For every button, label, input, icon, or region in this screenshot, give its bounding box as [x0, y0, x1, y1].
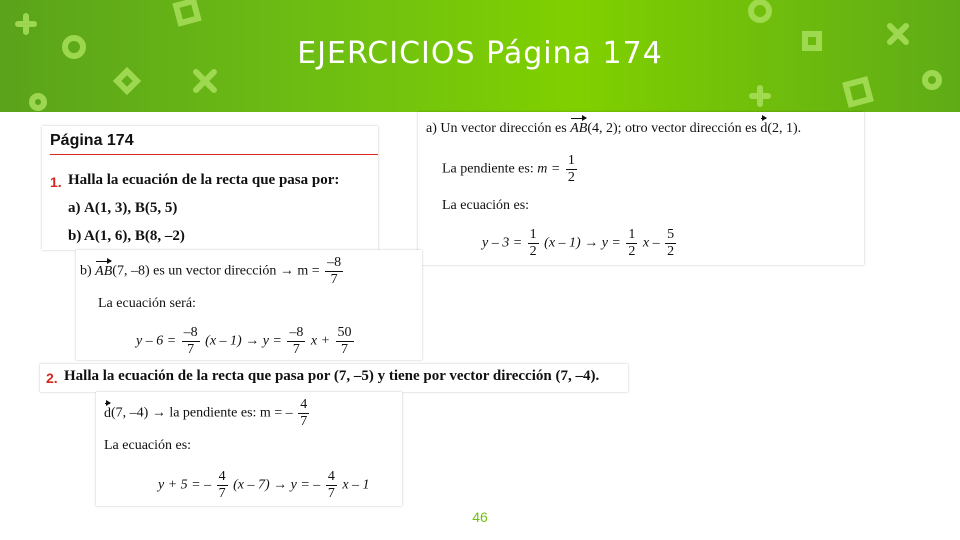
equation-part: (x – 1) → y = — [544, 235, 621, 251]
diamond-shape-icon — [117, 71, 137, 91]
square-shape-icon — [176, 1, 198, 23]
solution-b-text: (7, –8) es un vector dirección → m = — [112, 263, 320, 279]
numerator: 1 — [628, 227, 636, 242]
equation-part: x – — [642, 235, 660, 251]
equation-label: La ecuación es: — [442, 198, 530, 213]
exercise2-statement-card — [40, 364, 628, 392]
exercise1-statement-card — [42, 126, 378, 250]
numerator: 5 — [667, 227, 675, 242]
equation-row — [136, 326, 356, 357]
fraction — [298, 398, 309, 429]
vector-d: d — [760, 121, 768, 136]
solution-ex2-text: (7, –4) → la pendiente es: m = – — [111, 405, 293, 421]
denominator: 2 — [529, 244, 537, 259]
fraction — [528, 228, 539, 259]
equation-part: x – 1 — [342, 477, 370, 493]
slide-title: EJERCICIOS Página 174 — [297, 36, 663, 71]
circle-shape-icon — [925, 73, 939, 87]
equation-label: La ecuación será: — [98, 296, 196, 311]
denominator: 7 — [330, 272, 338, 287]
solution-a-text: (4, 2); otro vector dirección es — [587, 121, 757, 136]
solution-a-text: a) Un vector dirección es — [426, 121, 567, 136]
equation-part: (x – 7) → y = – — [233, 477, 321, 493]
denominator: 7 — [292, 342, 300, 357]
denominator: 7 — [187, 342, 195, 357]
title-banner — [0, 0, 960, 112]
denominator: 2 — [567, 170, 575, 185]
fraction — [665, 228, 676, 259]
fraction — [326, 470, 337, 501]
equation-row — [482, 228, 678, 259]
numerator: 4 — [300, 397, 308, 412]
equation-part: x + — [310, 333, 331, 349]
vector-ab: AB — [95, 263, 113, 279]
exercise2-text: Halla la ecuación de la recta que pasa por (7, –5) y tiene por vector dirección (7, –4). — [64, 368, 600, 384]
item-b-label: b) — [68, 228, 82, 244]
solution-ex2-card — [96, 392, 402, 506]
cross-shape-icon — [196, 72, 214, 90]
square-shape-icon — [846, 80, 870, 104]
numerator: 1 — [529, 227, 537, 242]
numerator: 4 — [218, 469, 226, 484]
numerator: –8 — [327, 255, 342, 270]
equation-part: y – 3 = — [482, 235, 523, 251]
exercise1-number: 1. — [50, 174, 62, 190]
fraction — [287, 326, 305, 357]
equation-part: y + 5 = – — [158, 477, 212, 493]
circle-shape-icon — [32, 96, 44, 108]
slope-row — [442, 154, 579, 185]
fraction — [566, 154, 577, 185]
solution-b-card — [76, 250, 422, 360]
slope-variable: m = — [537, 161, 561, 177]
numerator: –8 — [183, 325, 198, 340]
solution-b-line1 — [80, 256, 345, 287]
fraction — [336, 326, 354, 357]
numerator: –8 — [289, 325, 304, 340]
denominator: 7 — [341, 342, 349, 357]
numerator: 1 — [567, 153, 575, 168]
item-a-label: a) — [68, 200, 81, 216]
equation-part: y – 6 = — [136, 333, 177, 349]
item-b-points: A(1, 6), B(8, –2) — [84, 228, 185, 244]
denominator: 7 — [300, 414, 308, 429]
circle-shape-icon — [751, 2, 769, 20]
item-a-points: A(1, 3), B(5, 5) — [84, 200, 178, 216]
numerator: 4 — [327, 469, 335, 484]
page-number: 46 — [472, 509, 488, 525]
plus-shape-icon — [752, 88, 768, 104]
vector-ab: AB — [570, 121, 588, 136]
equation-row — [158, 470, 370, 501]
page-heading: Página 174 — [50, 132, 134, 149]
solution-a-line1 — [426, 121, 801, 137]
heading-divider — [50, 154, 378, 155]
fraction — [626, 228, 637, 259]
solution-ex2-line1 — [104, 398, 311, 429]
numerator: 50 — [337, 325, 352, 340]
slope-label: La pendiente es: — [442, 161, 534, 177]
equation-part: (x – 1) → y = — [205, 333, 282, 349]
fraction — [182, 326, 200, 357]
fraction — [325, 256, 343, 287]
denominator: 7 — [327, 486, 335, 501]
plus-shape-icon — [18, 16, 34, 32]
solution-a-text: (2, 1). — [767, 121, 802, 136]
vector-d: d — [104, 405, 111, 421]
denominator: 2 — [667, 244, 675, 259]
denominator: 7 — [218, 486, 226, 501]
exercise2-number: 2. — [46, 370, 58, 386]
solution-a-card — [418, 112, 864, 265]
solution-b-text: b) — [80, 263, 92, 279]
equation-label: La ecuación es: — [104, 438, 192, 453]
exercise1-text: Halla la ecuación de la recta que pasa por: — [68, 172, 340, 188]
denominator: 2 — [628, 244, 636, 259]
fraction — [217, 470, 228, 501]
